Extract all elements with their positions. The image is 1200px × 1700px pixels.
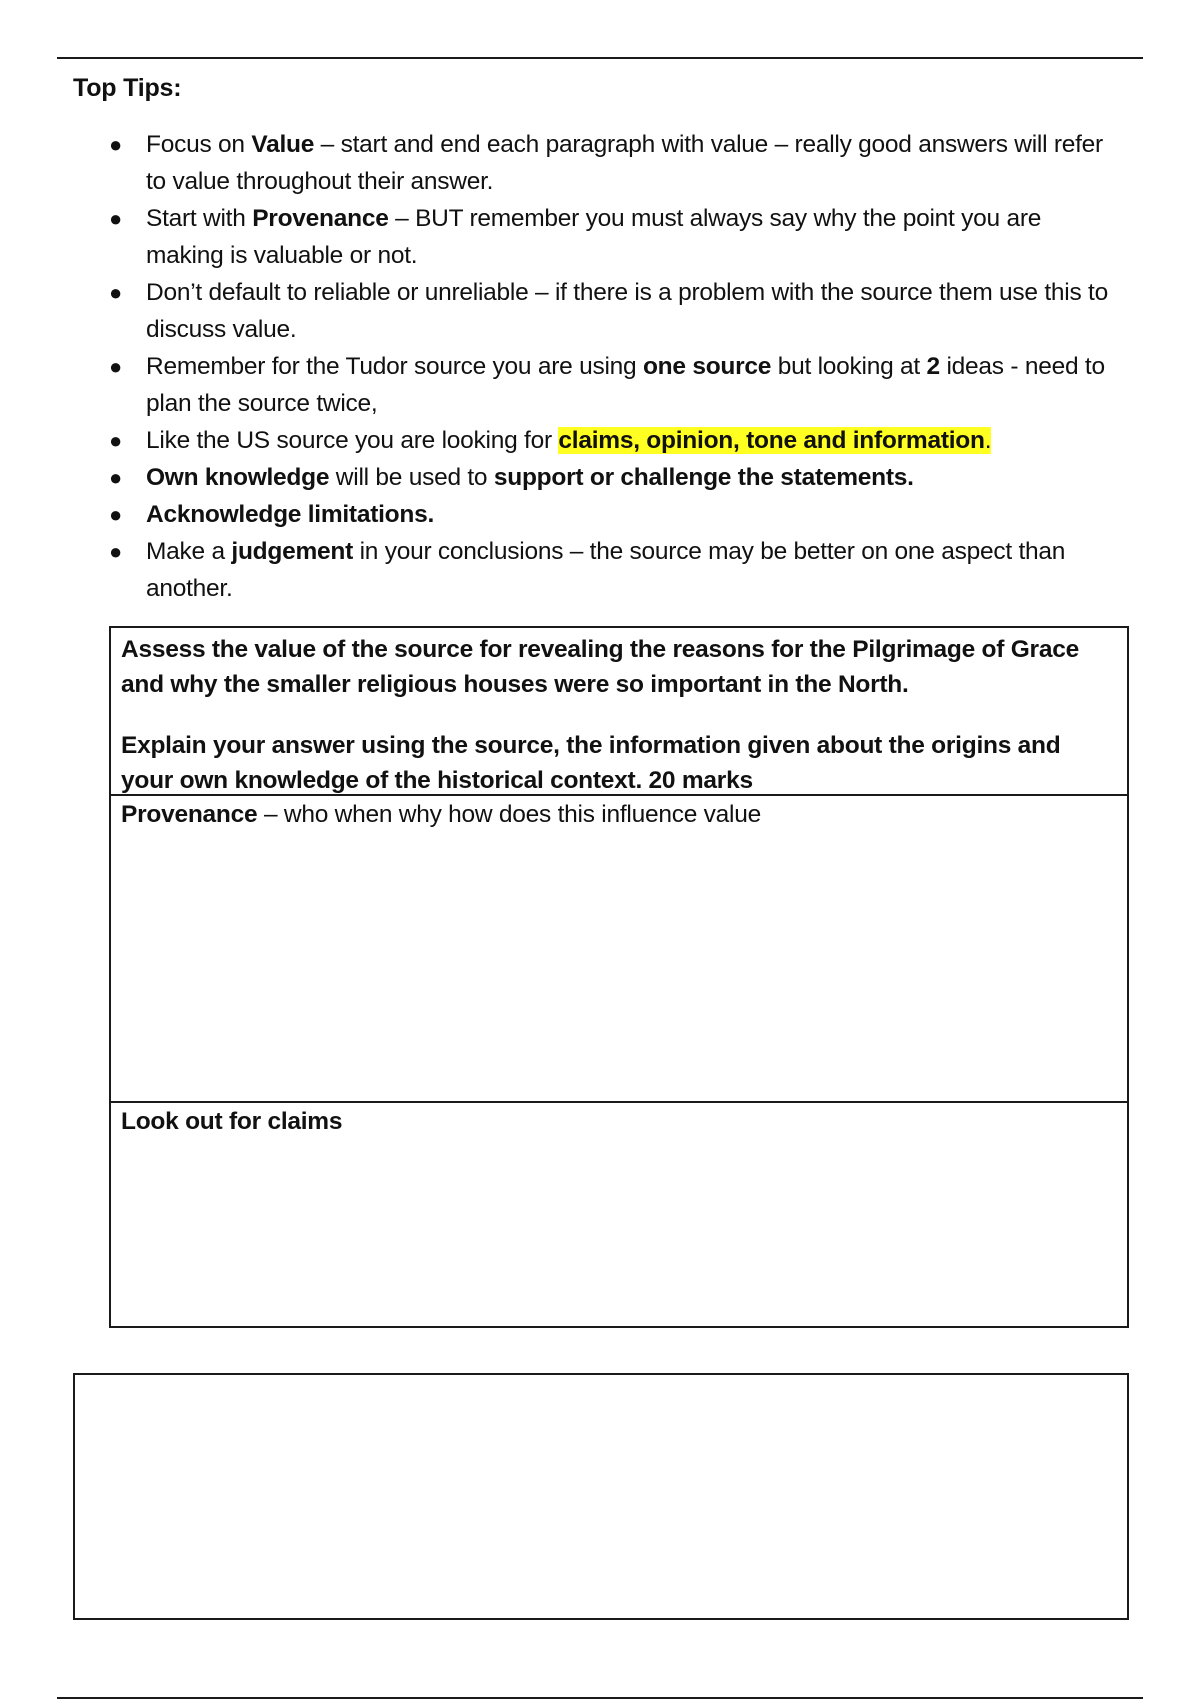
tip-item: ● Start with Provenance – BUT remember you must always say why the point you are making is valuable or not. (100, 200, 1120, 274)
tip-item: ● Don’t default to reliable or unreliable – if there is a problem with the source them use this to discuss value. (100, 274, 1120, 348)
top-rule (57, 57, 1143, 59)
bottom-rule (57, 1697, 1143, 1699)
bullet-icon: ● (109, 465, 123, 490)
tip-item: ● Like the US source you are looking for claims, opinion, tone and information. (100, 422, 1120, 459)
tip-item: ● Remember for the Tudor source you are using one source but looking at 2 ideas - need to plan the source twice, (100, 348, 1120, 422)
highlighted-text: claims, opinion, tone and information (558, 427, 985, 454)
provenance-prompt: Provenance – who when why how does this influence value (121, 801, 761, 828)
question-text: Assess the value of the source for revealing the reasons for the Pilgrimage of Grace and why the smaller religious houses were so important in the North. (121, 636, 1079, 698)
answer-box[interactable] (73, 1373, 1129, 1620)
claims-prompt: Look out for claims (121, 1108, 343, 1135)
tips-list (100, 126, 1120, 607)
provenance-box[interactable] (109, 794, 1129, 1103)
tip-item: ● Focus on Value – start and end each paragraph with value – really good answers will refer to value throughout their answer. (100, 126, 1120, 200)
bullet-icon: ● (109, 280, 123, 305)
bullet-icon: ● (109, 132, 123, 157)
bullet-icon: ● (109, 428, 123, 453)
tip-item: ● Own knowledge will be used to support or challenge the statements. (100, 459, 1120, 496)
tip-item: ● Acknowledge limitations. (100, 496, 1120, 533)
tips-heading: Top Tips: (73, 74, 182, 102)
claims-box[interactable] (109, 1101, 1129, 1328)
bullet-icon: ● (109, 206, 123, 231)
bullet-icon: ● (109, 354, 123, 379)
bullet-icon: ● (109, 502, 123, 527)
tip-item: ● Make a judgement in your conclusions – the source may be better on one aspect than another. (100, 533, 1120, 607)
question-box (109, 626, 1129, 796)
question-instructions: Explain your answer using the source, the information given about the origins and your own knowledge of the historical context. 20 marks (121, 732, 1061, 794)
bullet-icon: ● (109, 539, 123, 564)
